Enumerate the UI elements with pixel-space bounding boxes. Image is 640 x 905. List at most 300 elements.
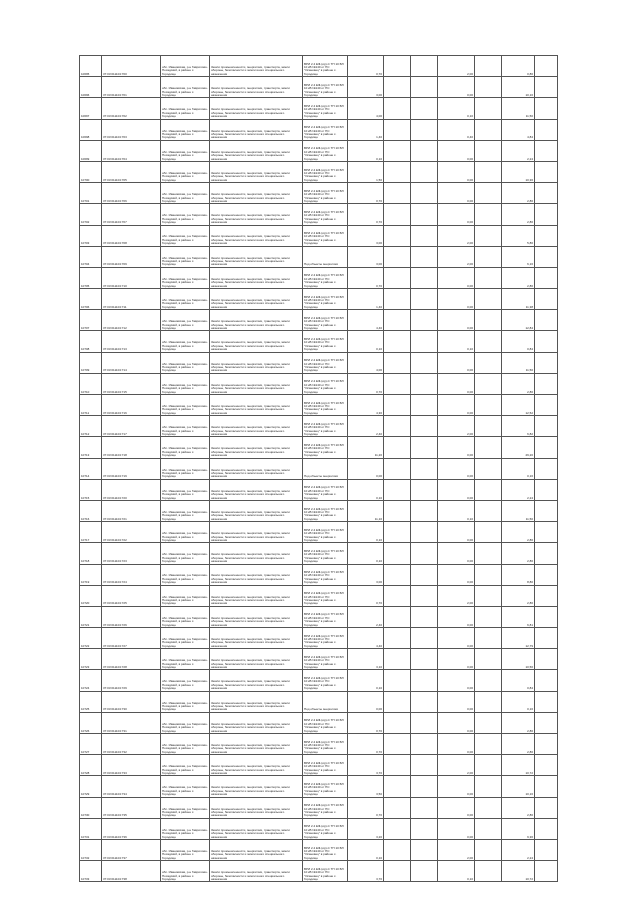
address-cell: обл. Ивановская, р-н Гаврилово-Посадский, в районе с. Городище <box>161 543 210 564</box>
amount-cell: 2,86 <box>502 585 535 606</box>
permitted-use-cell: ВРИ 2.4 ЕФ-(ир)-С ТП 10 ВЛ 10 кВ №140 от ПС "Осановец" в районе с. Городище <box>303 712 348 733</box>
address-cell: обл. Ивановская, р-н Гаврилово-Посадский, в районе с. Городище <box>161 522 210 543</box>
empty-cell <box>535 225 558 246</box>
record-number-cell: 10709 <box>80 352 102 373</box>
empty-cell <box>535 839 558 860</box>
record-number-cell: 10703 <box>80 225 102 246</box>
table-row <box>80 691 558 712</box>
record-number-cell: 10712 <box>80 416 102 437</box>
address-cell: обл. Ивановская, р-н Гаврилово-Посадский, в районе с. Городище <box>161 500 210 521</box>
record-number-cell: 10726 <box>80 712 102 733</box>
empty-cell <box>411 395 438 416</box>
empty-cell <box>475 564 502 585</box>
permitted-use-cell: ВРИ 2.4 ЕФ-(ир)-С ТП 10 ВЛ 10 кВ №140 от ПС "Осановец" в районе с. Городище <box>303 437 348 458</box>
empty-cell <box>475 373 502 394</box>
empty-cell <box>384 543 411 564</box>
empty-cell <box>475 310 502 331</box>
empty-cell <box>475 204 502 225</box>
coefficient-cell: 0,00 <box>438 691 475 712</box>
empty-cell <box>475 289 502 310</box>
area-cell: 2,40 <box>348 416 384 437</box>
area-cell: 0,10 <box>348 839 384 860</box>
cadastral-number-cell: 37:03:011104:736 <box>102 818 161 839</box>
area-cell: 0,70 <box>348 267 384 288</box>
land-category-cell: Земли промышленности, энергетики, транспорта, земли обороны, безопасности и земли иного специального назначения <box>210 543 303 564</box>
amount-cell: 2,86 <box>502 267 535 288</box>
permitted-use-cell: ВРИ 2.4 ЕФ-(ир)-С ТП 10 ВЛ 10 кВ №140 от ПС "Осановец" в районе с. Городище <box>303 564 348 585</box>
cadastral-number-cell: 37:03:011104:700 <box>102 56 161 77</box>
address-cell: обл. Ивановская, р-н Гаврилово-Посадский, в районе с. Городище <box>161 331 210 352</box>
empty-cell <box>535 670 558 691</box>
table-row <box>80 225 558 246</box>
area-cell: 0,70 <box>348 204 384 225</box>
empty-cell <box>535 183 558 204</box>
land-category-cell: Земли промышленности, энергетики, транспорта, земли обороны, безопасности и земли иного специального назначения <box>210 649 303 670</box>
empty-cell <box>411 119 438 140</box>
empty-cell <box>535 416 558 437</box>
permitted-use-cell: ВРИ 2.4 ЕФ-(ир)-С ТП 10 ВЛ 10 кВ №140 от ПС "Осановец" в районе с. Городище <box>303 289 348 310</box>
cadastral-number-cell: 37:03:011104:731 <box>102 712 161 733</box>
coefficient-cell: 0,00 <box>438 670 475 691</box>
record-number-cell: 10697 <box>80 98 102 119</box>
empty-cell <box>411 310 438 331</box>
address-cell: обл. Ивановская, р-н Гаврилово-Посадский, в районе с. Городище <box>161 585 210 606</box>
address-cell: обл. Ивановская, р-н Гаврилово-Посадский, в районе с. Городище <box>161 797 210 818</box>
land-category-cell: Земли промышленности, энергетики, транспорта, земли обороны, безопасности и земли иного специального назначения <box>210 691 303 712</box>
area-cell: 3,00 <box>348 564 384 585</box>
land-category-cell: Земли промышленности, энергетики, транспорта, земли обороны, безопасности и земли иного специального назначения <box>210 522 303 543</box>
cadastral-number-cell: 37:03:011104:709 <box>102 246 161 267</box>
record-number-cell: 10696 <box>80 77 102 98</box>
permitted-use-cell: ВРИ 2.4 ЕФ-(ир)-С ТП 10 ВЛ 10 кВ №140 от ПС "Осановец" в районе с. Городище <box>303 416 348 437</box>
record-number-cell: 10711 <box>80 395 102 416</box>
land-category-cell: Земли промышленности, энергетики, транспорта, земли обороны, безопасности и земли иного специального назначения <box>210 98 303 119</box>
empty-cell <box>475 712 502 733</box>
record-number-cell: 10716 <box>80 500 102 521</box>
empty-cell <box>535 479 558 500</box>
empty-cell <box>535 755 558 776</box>
land-category-cell: Земли промышленности, энергетики, транспорта, земли обороны, безопасности и земли иного специального назначения <box>210 479 303 500</box>
empty-cell <box>411 98 438 119</box>
coefficient-cell: 0,00 <box>438 522 475 543</box>
empty-cell <box>411 479 438 500</box>
empty-cell <box>384 289 411 310</box>
empty-cell <box>535 98 558 119</box>
area-cell: 1,40 <box>348 289 384 310</box>
coefficient-cell: 0,00 <box>438 628 475 649</box>
permitted-use-cell: ВРИ 2.4 ЕФ-(ир)-С ТП 10 ВЛ 10 кВ №140 от ПС "Осановец" в районе с. Городище <box>303 331 348 352</box>
record-number-cell: 10721 <box>80 606 102 627</box>
cadastral-number-cell: 37:03:011104:716 <box>102 395 161 416</box>
land-register-body <box>80 56 558 882</box>
table-row <box>80 98 558 119</box>
empty-cell <box>535 649 558 670</box>
area-cell: 2,40 <box>348 606 384 627</box>
record-number-cell: 10695 <box>80 56 102 77</box>
permitted-use-cell: ВРИ 2.4 ЕФ-(ир)-С ТП 10 ВЛ 10 кВ №140 от ПС "Осановец" в районе с. Городище <box>303 161 348 182</box>
cadastral-number-cell: 37:03:011104:712 <box>102 310 161 331</box>
amount-cell: 0,16 <box>502 691 535 712</box>
record-number-cell: 10699 <box>80 140 102 161</box>
area-cell: 11,20 <box>348 437 384 458</box>
empty-cell <box>475 183 502 204</box>
coefficient-cell: 0,00 <box>438 352 475 373</box>
coefficient-cell: 0,00 <box>438 479 475 500</box>
amount-cell: 6,82 <box>502 416 535 437</box>
table-row <box>80 458 558 479</box>
empty-cell <box>384 352 411 373</box>
permitted-use-cell: ВРИ 2.4 ЕФ-(ир)-С ТП 10 ВЛ 10 кВ №140 от ПС "Осановец" в районе с. Городище <box>303 267 348 288</box>
record-number-cell: 10724 <box>80 670 102 691</box>
land-category-cell: Земли промышленности, энергетики, транспорта, земли обороны, безопасности и земли иного специального назначения <box>210 416 303 437</box>
coefficient-cell: 0,40 <box>438 119 475 140</box>
permitted-use-cell: ВРИ 2.4 ЕФ-(ир)-С ТП 10 ВЛ 10 кВ №140 от ПС "Осановец" в районе с. Городище <box>303 522 348 543</box>
empty-cell <box>384 204 411 225</box>
empty-cell <box>411 140 438 161</box>
empty-cell <box>411 712 438 733</box>
address-cell: обл. Ивановская, р-н Гаврилово-Посадский, в районе с. Городище <box>161 395 210 416</box>
area-cell: 4,30 <box>348 395 384 416</box>
amount-cell: 2,86 <box>502 712 535 733</box>
address-cell: обл. Ивановская, р-н Гаврилово-Посадский, в районе с. Городище <box>161 246 210 267</box>
address-cell: обл. Ивановская, р-н Гаврилово-Посадский, в районе с. Городище <box>161 776 210 797</box>
empty-cell <box>384 818 411 839</box>
amount-cell: 8,80 <box>502 564 535 585</box>
record-number-cell: 10706 <box>80 289 102 310</box>
land-category-cell: Земли промышленности, энергетики, транспорта, земли обороны, безопасности и земли иного специального назначения <box>210 331 303 352</box>
empty-cell <box>411 628 438 649</box>
area-cell: 1,40 <box>348 119 384 140</box>
area-cell: 0,10 <box>348 479 384 500</box>
land-category-cell: Земли промышленности, энергетики, транспорта, земли обороны, безопасности и земли иного специального назначения <box>210 204 303 225</box>
land-category-cell: Земли промышленности, энергетики, транспорта, земли обороны, безопасности и земли иного специального назначения <box>210 395 303 416</box>
area-cell: 0,10 <box>348 543 384 564</box>
address-cell: обл. Ивановская, р-н Гаврилово-Посадский, в районе с. Городище <box>161 119 210 140</box>
coefficient-cell: 0,00 <box>438 458 475 479</box>
cadastral-number-cell: 37:03:011104:737 <box>102 839 161 860</box>
empty-cell <box>411 797 438 818</box>
record-number-cell: 10725 <box>80 691 102 712</box>
coefficient-cell: 2,00 <box>438 246 475 267</box>
empty-cell <box>384 416 411 437</box>
empty-cell <box>535 204 558 225</box>
permitted-use-cell: ВРИ 2.4 ЕФ-(ир)-С ТП 10 ВЛ 10 кВ №140 от ПС "Осановец" в районе с. Городище <box>303 628 348 649</box>
empty-cell <box>475 246 502 267</box>
area-cell: 3,00 <box>348 77 384 98</box>
permitted-use-cell: ВРИ 2.4 ЕФ-(ир)-С ТП 10 ВЛ 10 кВ №140 от ПС "Осановец" в районе с. Городище <box>303 140 348 161</box>
empty-cell <box>475 98 502 119</box>
table-row <box>80 77 558 98</box>
permitted-use-cell: ВРИ 2.4 ЕФ-(ир)-С ТП 10 ВЛ 10 кВ №140 от ПС "Осановец" в районе с. Городище <box>303 670 348 691</box>
table-row <box>80 373 558 394</box>
area-cell: 4,00 <box>348 352 384 373</box>
coefficient-cell: 0,00 <box>438 395 475 416</box>
area-cell: 3,50 <box>348 776 384 797</box>
address-cell: обл. Ивановская, р-н Гаврилово-Посадский, в районе с. Городище <box>161 734 210 755</box>
address-cell: обл. Ивановская, р-н Гаврилово-Посадский, в районе с. Городище <box>161 691 210 712</box>
permitted-use-cell: ВРИ 2.4 ЕФ-(ир)-С ТП 10 ВЛ 10 кВ №140 от ПС "Осановец" в районе с. Городище <box>303 585 348 606</box>
coefficient-cell: 0,00 <box>438 564 475 585</box>
address-cell: обл. Ивановская, р-н Гаврилово-Посадский, в районе с. Городище <box>161 606 210 627</box>
amount-cell: 4,84 <box>502 119 535 140</box>
area-cell: 3,00 <box>348 225 384 246</box>
empty-cell <box>475 670 502 691</box>
address-cell: обл. Ивановская, р-н Гаврилово-Посадский, в районе с. Городище <box>161 649 210 670</box>
address-cell: обл. Ивановская, р-н Гаврилово-Посадский, в районе с. Городище <box>161 204 210 225</box>
record-number-cell: 10702 <box>80 204 102 225</box>
amount-cell: 12,84 <box>502 310 535 331</box>
land-category-cell: Земли промышленности, энергетики, транспорта, земли обороны, безопасности и земли иного специального назначения <box>210 818 303 839</box>
permitted-use-cell: Под объекты энергетики <box>303 246 348 267</box>
address-cell: обл. Ивановская, р-н Гаврилово-Посадский, в районе с. Городище <box>161 98 210 119</box>
coefficient-cell: 2,00 <box>438 56 475 77</box>
record-number-cell: 10727 <box>80 734 102 755</box>
amount-cell: 2,86 <box>502 797 535 818</box>
cadastral-number-cell: 37:03:011104:714 <box>102 352 161 373</box>
land-category-cell: Земли промышленности, энергетики, транспорта, земли обороны, безопасности и земли иного специального назначения <box>210 56 303 77</box>
area-cell: 0,10 <box>348 331 384 352</box>
empty-cell <box>535 585 558 606</box>
record-number-cell: 10733 <box>80 861 102 882</box>
empty-cell <box>384 776 411 797</box>
land-category-cell: Земли промышленности, энергетики, транспорта, земли обороны, безопасности и земли иного специального назначения <box>210 140 303 161</box>
empty-cell <box>535 267 558 288</box>
amount-cell: 2,24 <box>502 479 535 500</box>
empty-cell <box>535 310 558 331</box>
area-cell: 0,00 <box>348 458 384 479</box>
table-row <box>80 543 558 564</box>
empty-cell <box>535 522 558 543</box>
amount-cell: 10,16 <box>502 776 535 797</box>
cadastral-number-cell: 37:03:011104:702 <box>102 98 161 119</box>
table-row <box>80 437 558 458</box>
amount-cell: 2,86 <box>502 543 535 564</box>
empty-cell <box>411 331 438 352</box>
empty-cell <box>384 183 411 204</box>
area-cell: 0,70 <box>348 56 384 77</box>
record-number-cell: 10708 <box>80 331 102 352</box>
record-number-cell: 10698 <box>80 119 102 140</box>
empty-cell <box>384 437 411 458</box>
address-cell: обл. Ивановская, р-н Гаврилово-Посадский, в районе с. Городище <box>161 628 210 649</box>
permitted-use-cell: ВРИ 2.4 ЕФ-(ир)-С ТП 10 ВЛ 10 кВ №140 от ПС "Осановец" в районе с. Городище <box>303 734 348 755</box>
amount-cell: 0,16 <box>502 458 535 479</box>
area-cell: 3,70 <box>348 755 384 776</box>
amount-cell: 10,36 <box>502 161 535 182</box>
land-category-cell: Земли промышленности, энергетики, транспорта, земли обороны, безопасности и земли иного специального назначения <box>210 225 303 246</box>
empty-cell <box>411 861 438 882</box>
empty-cell <box>411 585 438 606</box>
table-row <box>80 755 558 776</box>
land-category-cell: Земли промышленности, энергетики, транспорта, земли обороны, безопасности и земли иного специального назначения <box>210 161 303 182</box>
coefficient-cell: 0,00 <box>438 734 475 755</box>
address-cell: обл. Ивановская, р-н Гаврилово-Посадский, в районе с. Городище <box>161 183 210 204</box>
empty-cell <box>411 204 438 225</box>
empty-cell <box>535 161 558 182</box>
coefficient-cell: 0,00 <box>438 267 475 288</box>
permitted-use-cell: ВРИ 2.4 ЕФ-(ир)-С ТП 10 ВЛ 10 кВ №140 от ПС "Осановец" в районе с. Городище <box>303 77 348 98</box>
table-row <box>80 395 558 416</box>
record-number-cell: 10700 <box>80 161 102 182</box>
empty-cell <box>535 331 558 352</box>
amount-cell: 2,24 <box>502 839 535 860</box>
land-category-cell: Земли промышленности, энергетики, транспорта, земли обороны, безопасности и земли иного специального назначения <box>210 797 303 818</box>
amount-cell: 0,86 <box>502 56 535 77</box>
coefficient-cell: 2,00 <box>438 839 475 860</box>
cadastral-number-cell: 37:03:011104:729 <box>102 670 161 691</box>
empty-cell <box>535 246 558 267</box>
empty-cell <box>411 225 438 246</box>
table-row <box>80 56 558 77</box>
empty-cell <box>535 712 558 733</box>
empty-cell <box>475 585 502 606</box>
area-cell: 11,10 <box>348 500 384 521</box>
permitted-use-cell: ВРИ 2.4 ЕФ-(ир)-С ТП 10 ВЛ 10 кВ №140 от ПС "Осановец" в районе с. Городище <box>303 479 348 500</box>
empty-cell <box>411 776 438 797</box>
coefficient-cell: 0,00 <box>438 818 475 839</box>
land-category-cell: Земли промышленности, энергетики, транспорта, земли обороны, безопасности и земли иного специального назначения <box>210 628 303 649</box>
empty-cell <box>475 352 502 373</box>
empty-cell <box>475 140 502 161</box>
table-row <box>80 204 558 225</box>
table-row <box>80 140 558 161</box>
permitted-use-cell: ВРИ 2.4 ЕФ-(ир)-С ТП 10 ВЛ 10 кВ №140 от ПС "Осановец" в районе с. Городище <box>303 395 348 416</box>
empty-cell <box>384 56 411 77</box>
permitted-use-cell: ВРИ 2.4 ЕФ-(ир)-С ТП 10 ВЛ 10 кВ №140 от ПС "Осановец" в районе с. Городище <box>303 500 348 521</box>
table-row <box>80 522 558 543</box>
empty-cell <box>535 395 558 416</box>
cadastral-number-cell: 37:03:011104:723 <box>102 543 161 564</box>
table-row <box>80 628 558 649</box>
cadastral-number-cell: 37:03:011104:738 <box>102 861 161 882</box>
coefficient-cell: 2,00 <box>438 585 475 606</box>
amount-cell: 10,72 <box>502 755 535 776</box>
empty-cell <box>411 734 438 755</box>
table-row <box>80 119 558 140</box>
table-row <box>80 670 558 691</box>
land-category-cell: Земли промышленности, энергетики, транспорта, земли обороны, безопасности и земли иного специального назначения <box>210 183 303 204</box>
permitted-use-cell: ВРИ 2.4 ЕФ-(ир)-С ТП 10 ВЛ 10 кВ №140 от ПС "Осановец" в районе с. Городище <box>303 861 348 882</box>
empty-cell <box>384 310 411 331</box>
empty-cell <box>475 500 502 521</box>
permitted-use-cell: Под объекты энергетики <box>303 458 348 479</box>
coefficient-cell: 0,00 <box>438 543 475 564</box>
land-category-cell: Земли промышленности, энергетики, транспорта, земли обороны, безопасности и земли иного специального назначения <box>210 289 303 310</box>
table-row <box>80 649 558 670</box>
empty-cell <box>411 77 438 98</box>
empty-cell <box>384 373 411 394</box>
empty-cell <box>535 861 558 882</box>
cadastral-number-cell: 37:03:011104:705 <box>102 161 161 182</box>
empty-cell <box>475 543 502 564</box>
empty-cell <box>384 246 411 267</box>
table-row <box>80 289 558 310</box>
cadastral-number-cell: 37:03:011104:703 <box>102 119 161 140</box>
empty-cell <box>384 331 411 352</box>
record-number-cell: 10720 <box>80 585 102 606</box>
empty-cell <box>475 797 502 818</box>
cadastral-number-cell: 37:03:011104:704 <box>102 140 161 161</box>
address-cell: обл. Ивановская, р-н Гаврилово-Посадский, в районе с. Городище <box>161 416 210 437</box>
table-row <box>80 161 558 182</box>
empty-cell <box>411 437 438 458</box>
land-category-cell: Земли промышленности, энергетики, транспорта, земли обороны, безопасности и земли иного специального назначения <box>210 500 303 521</box>
coefficient-cell: 2,00 <box>438 755 475 776</box>
land-category-cell: Земли промышленности, энергетики, транспорта, земли обороны, безопасности и земли иного специального назначения <box>210 267 303 288</box>
area-cell: 0,70 <box>348 585 384 606</box>
area-cell: 0,70 <box>348 734 384 755</box>
empty-cell <box>475 691 502 712</box>
empty-cell <box>475 522 502 543</box>
amount-cell: 2,86 <box>502 522 535 543</box>
table-row <box>80 818 558 839</box>
area-cell: 3,10 <box>348 649 384 670</box>
empty-cell <box>535 606 558 627</box>
cadastral-number-cell: 37:03:011104:706 <box>102 183 161 204</box>
amount-cell: 2,86 <box>502 734 535 755</box>
coefficient-cell: 2,00 <box>438 416 475 437</box>
land-category-cell: Земли промышленности, энергетики, транспорта, земли обороны, безопасности и земли иного специального назначения <box>210 246 303 267</box>
empty-cell <box>411 458 438 479</box>
coefficient-cell: 0,10 <box>438 861 475 882</box>
permitted-use-cell: ВРИ 2.4 ЕФ-(ир)-С ТП 10 ВЛ 10 кВ №140 от ПС "Осановец" в районе с. Городище <box>303 649 348 670</box>
area-cell: 4,00 <box>348 98 384 119</box>
land-category-cell: Земли промышленности, энергетики, транспорта, земли обороны, безопасности и земли иного специального назначения <box>210 458 303 479</box>
empty-cell <box>475 267 502 288</box>
empty-cell <box>475 839 502 860</box>
cadastral-number-cell: 37:03:011104:713 <box>102 331 161 352</box>
amount-cell: 0,84 <box>502 670 535 691</box>
amount-cell: 10,16 <box>502 77 535 98</box>
table-row <box>80 839 558 860</box>
empty-cell <box>475 161 502 182</box>
record-number-cell: 10719 <box>80 564 102 585</box>
amount-cell: 6,81 <box>502 606 535 627</box>
address-cell: обл. Ивановская, р-н Гаврилово-Посадский, в районе с. Городище <box>161 479 210 500</box>
area-cell: 0,10 <box>348 140 384 161</box>
address-cell: обл. Ивановская, р-н Гаврилово-Посадский, в районе с. Городище <box>161 267 210 288</box>
coefficient-cell: 0,00 <box>438 437 475 458</box>
empty-cell <box>384 712 411 733</box>
land-category-cell: Земли промышленности, энергетики, транспорта, земли обороны, безопасности и земли иного специального назначения <box>210 119 303 140</box>
permitted-use-cell: Под объекты энергетики <box>303 691 348 712</box>
empty-cell <box>475 649 502 670</box>
amount-cell: 11,38 <box>502 289 535 310</box>
empty-cell <box>411 649 438 670</box>
empty-cell <box>411 183 438 204</box>
table-row <box>80 246 558 267</box>
record-number-cell: 10732 <box>80 839 102 860</box>
permitted-use-cell: ВРИ 2.4 ЕФ-(ир)-С ТП 10 ВЛ 10 кВ №140 от ПС "Осановец" в районе с. Городище <box>303 818 348 839</box>
land-category-cell: Земли промышленности, энергетики, транспорта, земли обороны, безопасности и земли иного специального назначения <box>210 606 303 627</box>
permitted-use-cell: ВРИ 2.4 ЕФ-(ир)-С ТП 10 ВЛ 10 кВ №140 от ПС "Осановец" в районе с. Городище <box>303 183 348 204</box>
permitted-use-cell: ВРИ 2.4 ЕФ-(ир)-С ТП 10 ВЛ 10 кВ №140 от ПС "Осановец" в районе с. Городище <box>303 119 348 140</box>
table-row <box>80 183 558 204</box>
area-cell: 3,70 <box>348 861 384 882</box>
area-cell: 0,00 <box>348 691 384 712</box>
land-category-cell: Земли промышленности, энергетики, транспорта, земли обороны, безопасности и земли иного специального назначения <box>210 373 303 394</box>
record-number-cell: 10704 <box>80 246 102 267</box>
empty-cell <box>475 437 502 458</box>
empty-cell <box>535 543 558 564</box>
empty-cell <box>384 395 411 416</box>
empty-cell <box>535 691 558 712</box>
coefficient-cell: 0,10 <box>438 500 475 521</box>
record-number-cell: 10705 <box>80 267 102 288</box>
cadastral-number-cell: 37:03:011104:701 <box>102 77 161 98</box>
address-cell: обл. Ивановская, р-н Гаврилово-Посадский, в районе с. Городище <box>161 77 210 98</box>
area-cell: 0,70 <box>348 183 384 204</box>
